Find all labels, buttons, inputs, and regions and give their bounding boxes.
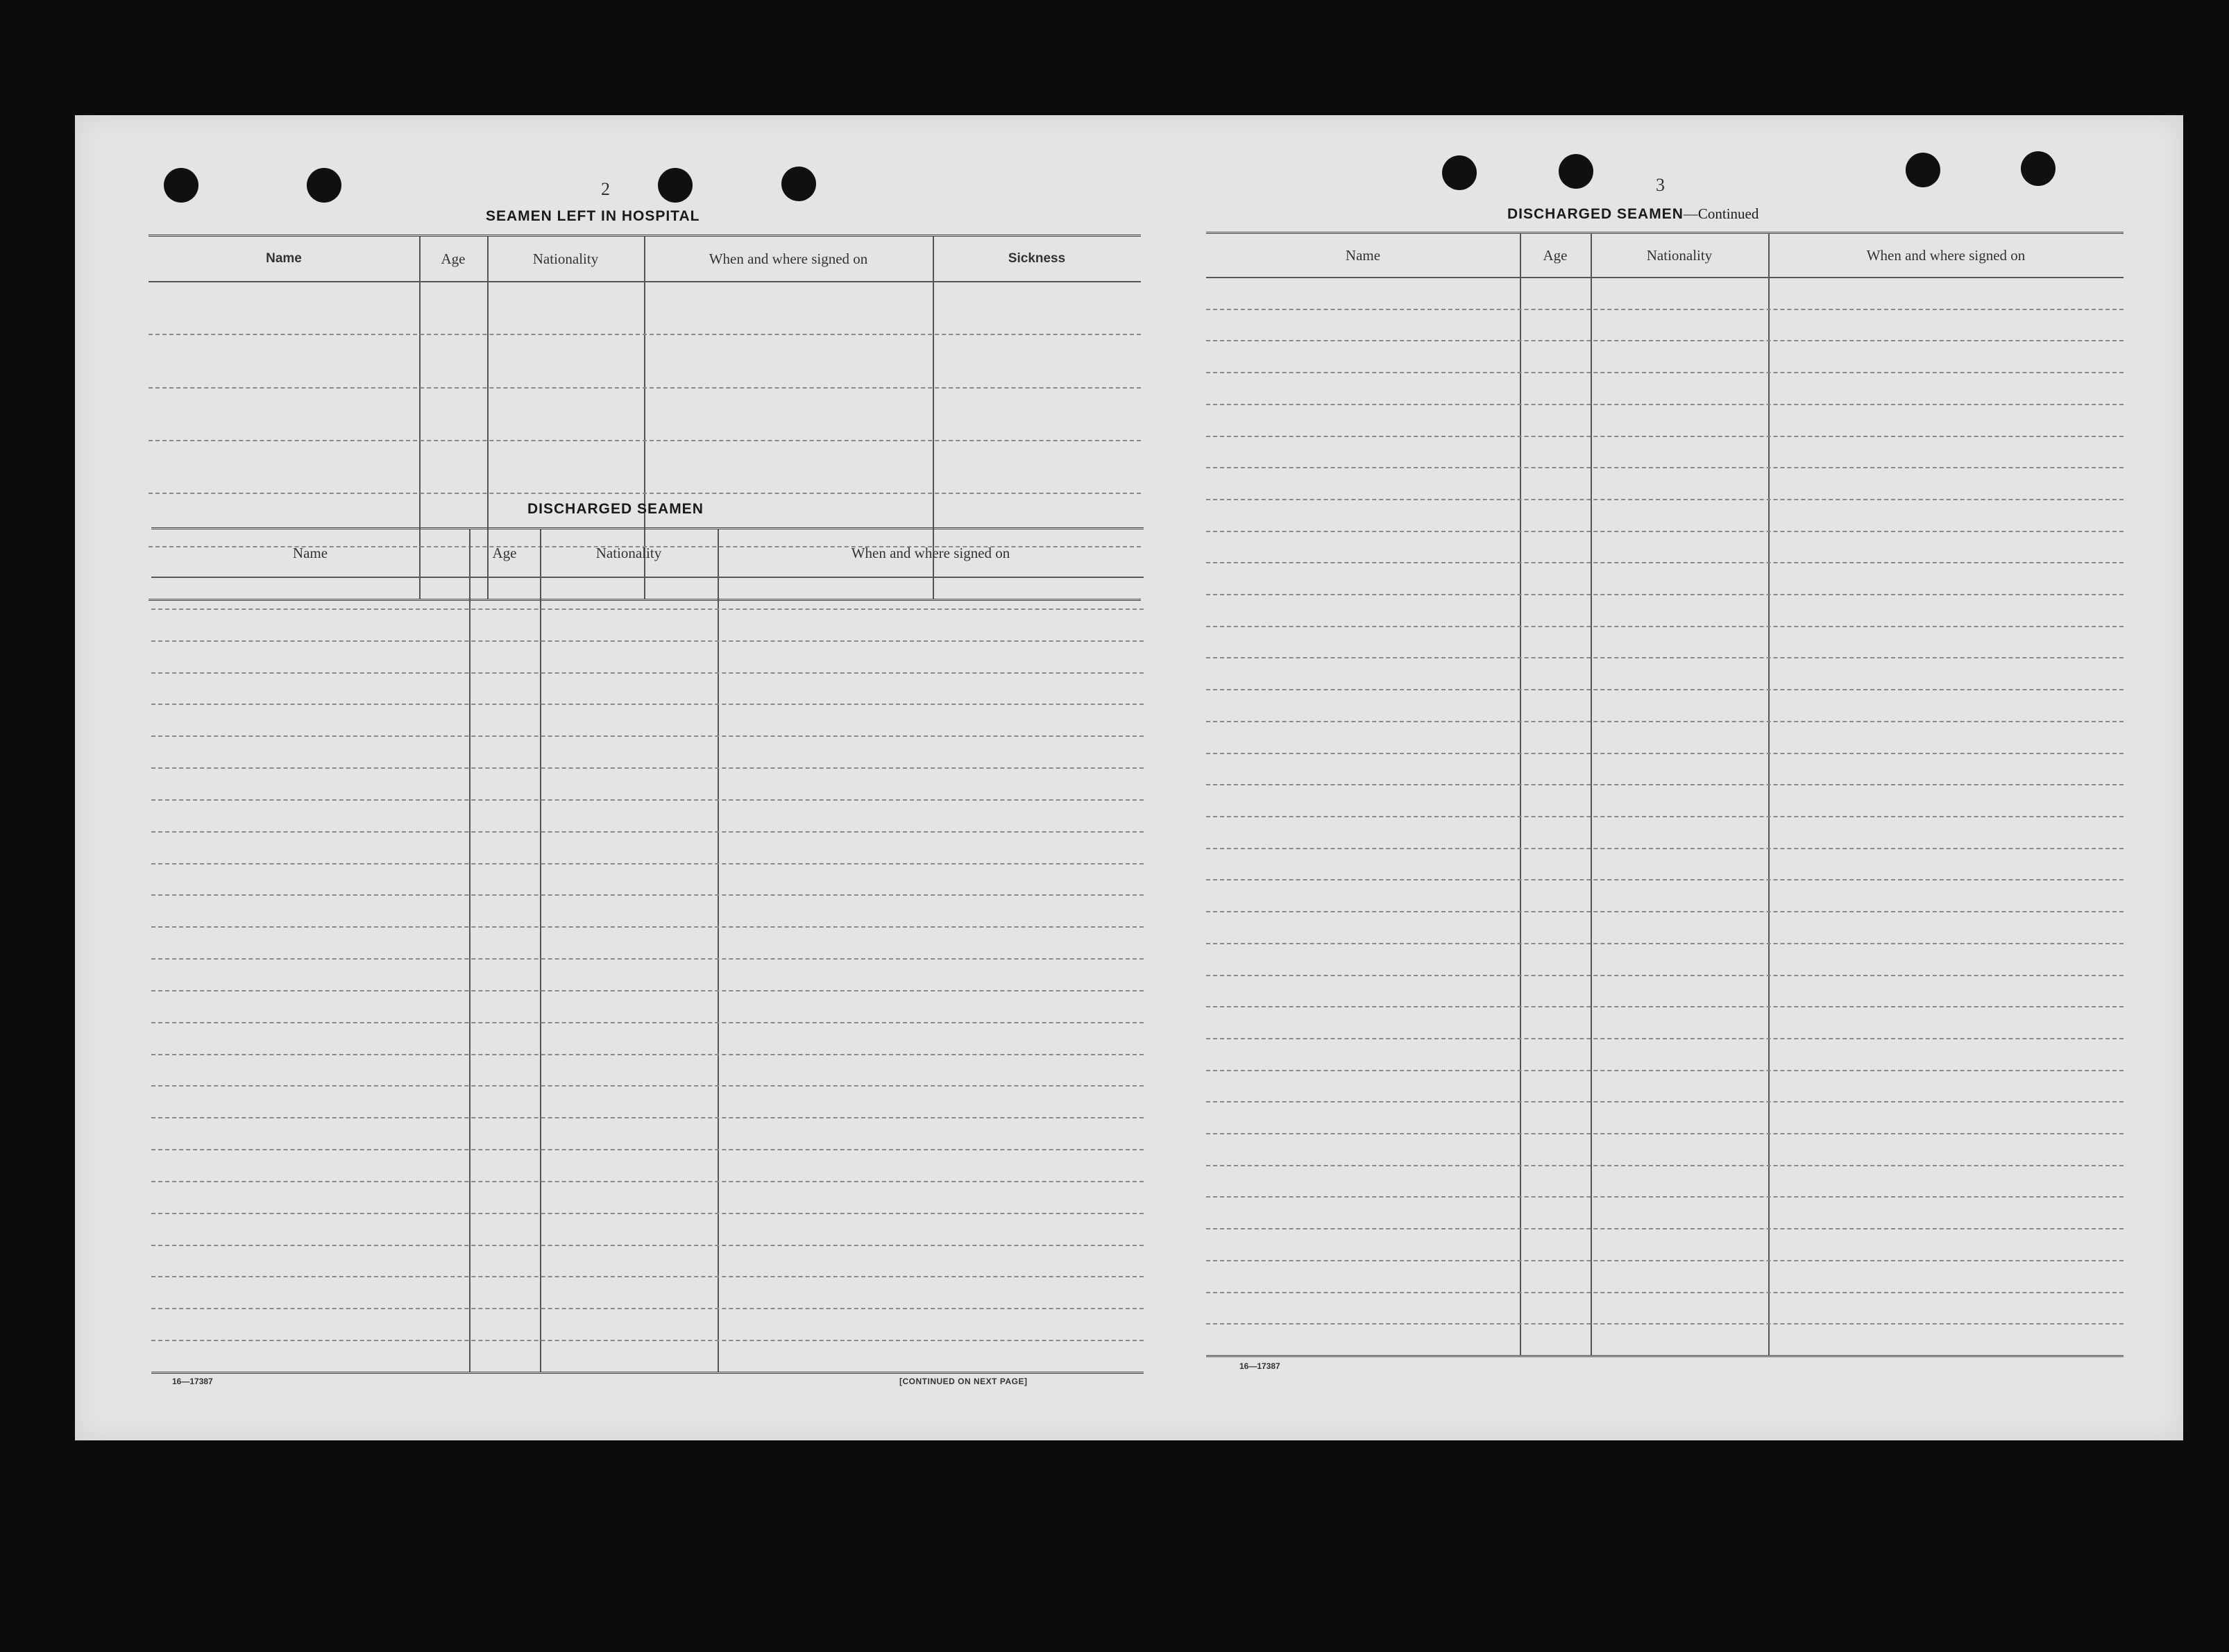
form-sheet [75,115,2183,1440]
blank-row-rule [1206,562,2124,563]
column-header-signed-on: When and where signed on [709,250,868,267]
blank-row-rule [149,387,1141,389]
blank-row-rule [1206,594,2124,595]
punch-hole [781,167,816,201]
blank-row-rule [149,493,1141,494]
discharged-section-title: DISCHARGED SEAMEN [527,501,704,517]
punch-hole [2021,151,2056,186]
blank-row-rule [149,334,1141,335]
blank-row-rule [151,894,1144,896]
column-divider [1591,234,1592,1355]
column-header-signed-on: When and where signed on [851,545,1010,561]
blank-row-rule [1206,879,2124,880]
blank-row-rule [151,1149,1144,1150]
column-header-name: Name [292,545,328,561]
blank-row-rule [1206,1323,2124,1325]
blank-row-rule [1206,784,2124,785]
punch-hole [658,168,693,203]
punch-hole [164,168,198,203]
discharged-table [151,527,1144,1374]
blank-row-rule [1206,467,2124,468]
column-header-nationality: Nationality [595,545,662,561]
blank-row-rule [1206,1070,2124,1071]
column-header-age: Age [1543,247,1568,264]
blank-row-rule [1206,531,2124,532]
column-header-nationality: Nationality [1646,247,1713,264]
blank-row-rule [1206,975,2124,976]
blank-row-rule [1206,657,2124,658]
discharged-continued-title [1507,205,1758,223]
blank-row-rule [151,1245,1144,1246]
blank-row-rule [151,767,1144,769]
column-header-age: Age [441,250,466,267]
blank-row-rule [1206,404,2124,405]
blank-row-rule [151,1308,1144,1309]
page-number-left: 2 [601,179,610,199]
blank-row-rule [151,1022,1144,1023]
blank-row-rule [1206,911,2124,912]
blank-row-rule [151,608,1144,610]
blank-row-rule [1206,721,2124,722]
blank-row-rule [1206,1292,2124,1293]
blank-row-rule [1206,943,2124,944]
column-header-nationality: Nationality [532,250,599,267]
blank-row-rule [1206,309,2124,310]
column-header-name: Name [1345,247,1381,264]
punch-hole [1559,154,1593,189]
blank-row-rule [151,1276,1144,1277]
punch-hole [1442,155,1477,190]
hospital-section-title: SEAMEN LEFT IN HOSPITAL [486,208,700,224]
blank-row-rule [1206,1101,2124,1102]
blank-row-rule [151,1054,1144,1055]
blank-row-rule [151,863,1144,865]
blank-row-rule [151,672,1144,674]
blank-row-rule [149,440,1141,441]
column-header-name: Name [266,251,302,266]
blank-row-rule [151,1117,1144,1118]
blank-row-rule [151,831,1144,833]
column-header-sickness: Sickness [1008,251,1066,266]
blank-row-rule [1206,848,2124,849]
page-number-right: 3 [1656,175,1665,195]
blank-row-rule [151,1085,1144,1087]
blank-row-rule [1206,1133,2124,1134]
punch-hole [1906,153,1940,187]
blank-row-rule [1206,753,2124,754]
column-header-signed-on: When and where signed on [1866,247,2026,264]
blank-row-rule [151,926,1144,928]
blank-row-rule [1206,1006,2124,1007]
blank-row-rule [1206,1196,2124,1198]
blank-row-rule [151,958,1144,960]
discharged-continued-table [1206,232,2124,1357]
blank-row-rule [1206,626,2124,627]
title-suffix: —Continued [1683,205,1759,222]
blank-row-rule [1206,372,2124,373]
blank-row-rule [1206,816,2124,817]
blank-row-rule [151,1340,1144,1341]
blank-row-rule [151,704,1144,705]
blank-row-rule [1206,436,2124,437]
blank-row-rule [1206,340,2124,341]
blank-row-rule [151,799,1144,801]
blank-row-rule [151,1181,1144,1182]
form-number-left: 16—17387 [172,1377,213,1386]
punch-hole [307,168,341,203]
form-number-right: 16—17387 [1239,1361,1280,1371]
blank-row-rule [1206,1260,2124,1261]
continued-note: [CONTINUED ON NEXT PAGE] [899,1377,1028,1386]
blank-row-rule [151,1213,1144,1214]
blank-row-rule [1206,499,2124,500]
blank-row-rule [151,990,1144,991]
blank-row-rule [1206,1228,2124,1229]
title-text: DISCHARGED SEAMEN [1507,206,1684,222]
blank-row-rule [151,640,1144,642]
column-header-age: Age [492,545,517,561]
column-divider [1768,234,1770,1355]
blank-row-rule [1206,1165,2124,1166]
blank-row-rule [1206,1038,2124,1039]
column-divider [1520,234,1521,1355]
blank-row-rule [151,735,1144,737]
blank-row-rule [1206,689,2124,690]
